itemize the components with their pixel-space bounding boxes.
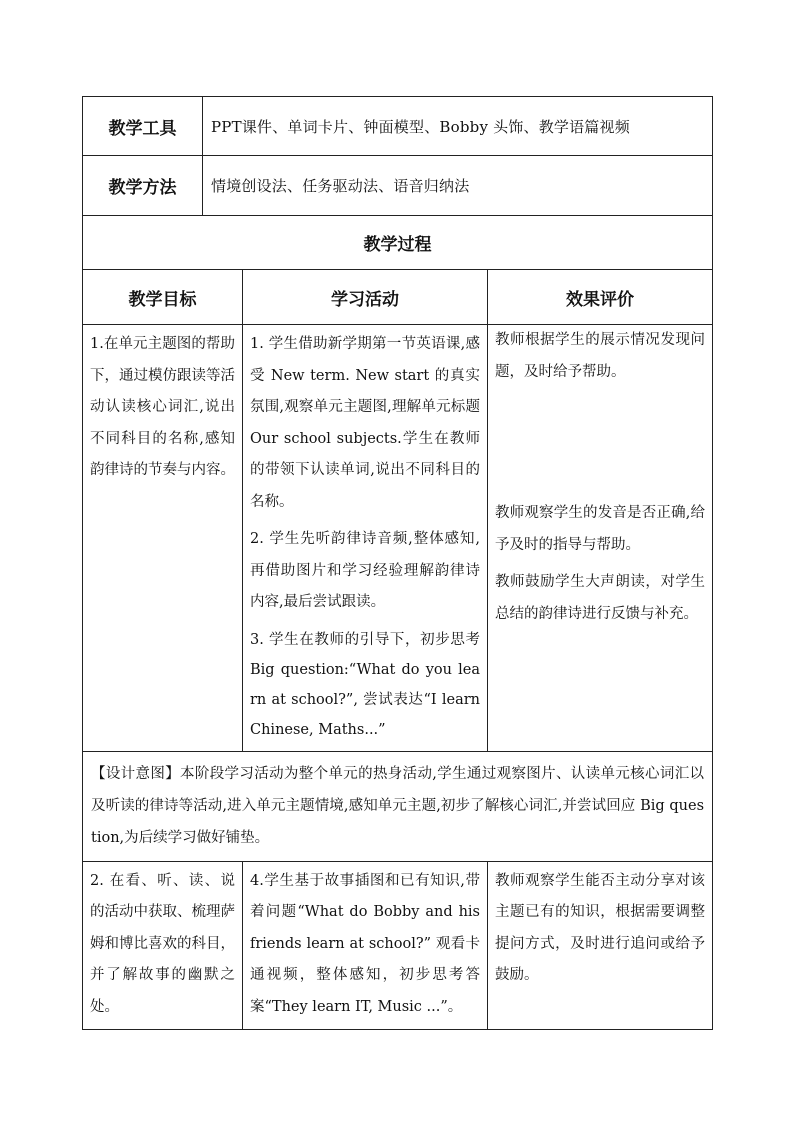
- process-title-row: [83, 216, 713, 270]
- column-header-goal: 教学目标: [83, 270, 243, 325]
- tools-value: PPT课件、单词卡片、钟面模型、Bobby 头饰、教学语篇视频: [203, 97, 713, 156]
- column-header-row: [83, 270, 713, 325]
- stage1-goal-cell: [83, 325, 243, 752]
- stage1-goal: 1.在单元主题图的帮助下，通过模仿跟读等活动认读核心词汇,说出不同科目的名称,感知韵律诗的节奏与内容。: [90, 336, 235, 478]
- stage2-eval: 教师观察学生能否主动分享对该主题已有的知识，根据需要调整提问方式，及时进行追问或给予鼓励。: [495, 872, 706, 983]
- stage1-eval-1: 教师根据学生的展示情况发现问题，及时给予帮助。: [495, 332, 706, 380]
- stage1-eval-3: 教师鼓励学生大声朗读，对学生总结的韵律诗进行反馈与补充。: [495, 574, 706, 622]
- stage2-activity-4: 4.学生基于故事插图和已有知识,带着问题“What do Bobby and his friends learn at school?” 观看卡通视频，整体感知，初步思考答案“They learn IT, Music ...”。: [250, 872, 480, 1015]
- column-header-eval: 效果评价: [488, 270, 713, 325]
- stage2-goal: 2. 在看、听、读、说的活动中获取、梳理萨姆和博比喜欢的科目，并了解故事的幽默之处。: [90, 872, 235, 1015]
- stage2-goal-cell: [83, 861, 243, 1029]
- methods-row: [83, 156, 713, 216]
- process-title: 教学过程: [83, 216, 713, 270]
- tools-row: [83, 97, 713, 156]
- methods-label: 教学方法: [83, 156, 203, 216]
- stage2-activity-cell: [243, 861, 488, 1029]
- stage1-activity-1: 1. 学生借助新学期第一节英语课,感受 New term. New start 的真实氛围,观察单元主题图,理解单元标题 Our school subjects.学生在教师的带领下认读单词,说出不同科目的名称。: [250, 336, 480, 510]
- design-intent-cell: [83, 751, 713, 861]
- methods-value: 情境创设法、任务驱动法、语音归纳法: [203, 156, 713, 216]
- stage1-eval-cell: [488, 325, 713, 752]
- stage2-eval-cell: [488, 861, 713, 1029]
- stage1-row: [83, 325, 713, 752]
- stage1-activity-cell: [243, 325, 488, 752]
- stage1-eval-2: 教师观察学生的发音是否正确,给予及时的指导与帮助。: [495, 505, 706, 553]
- lesson-plan-table: [82, 96, 713, 1030]
- lesson-plan-document: [82, 96, 712, 1030]
- tools-label: 教学工具: [83, 97, 203, 156]
- stage2-row: [83, 861, 713, 1029]
- stage1-activity-3: 3. 学生在教师的引导下，初步思考 Big question:“What do you learn at school?”, 尝试表达“I learn Chinese, Maths...”: [250, 631, 480, 738]
- column-header-activity: 学习活动: [243, 270, 488, 325]
- stage1-activity-2: 2. 学生先听韵律诗音频,整体感知,再借助图片和学习经验理解韵律诗内容,最后尝试跟读。: [250, 531, 480, 610]
- design-intent-row: [83, 751, 713, 861]
- design-intent: 【设计意图】本阶段学习活动为整个单元的热身活动,学生通过观察图片、认读单元核心词汇以及听读的律诗等活动,进入单元主题情境,感知单元主题,初步了解核心词汇,并尝试回应 Big question,为后续学习做好铺垫。: [91, 766, 705, 846]
